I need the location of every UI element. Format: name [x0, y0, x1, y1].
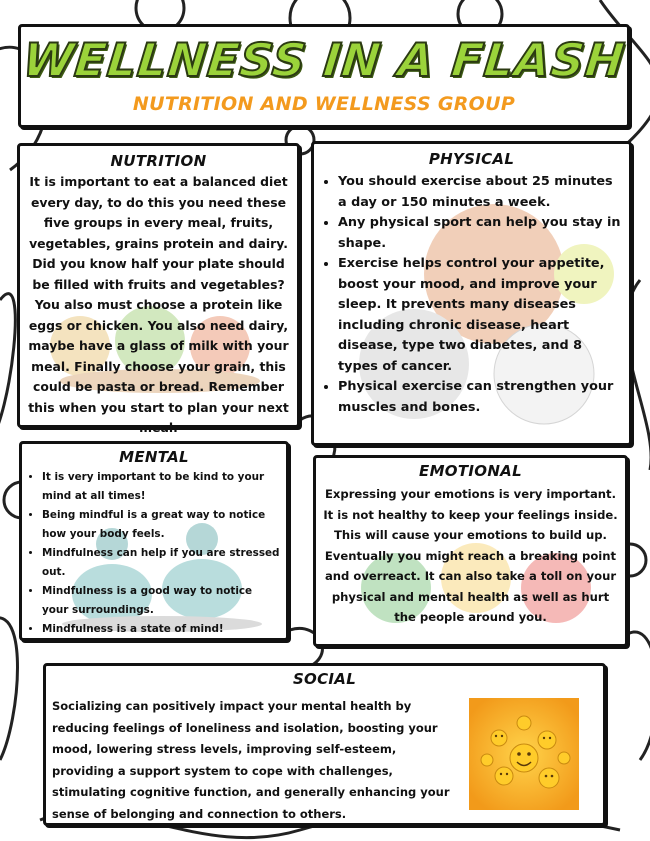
title-banner — [18, 24, 630, 128]
physical-panel — [311, 141, 632, 446]
mental-heading: MENTAL — [119, 448, 189, 466]
emotional-text: Expressing your emotions is very important. It is not healthy to keep your feelings inside. This will cause your emotions to build up. Eventually you might reach a breaking point and overreact. It can also take a toll on your physical and mental health as well as hurt the people around you. — [323, 487, 618, 624]
mental-panel — [19, 441, 289, 641]
nutrition-panel — [17, 143, 300, 435]
emotional-heading: EMOTIONAL — [419, 462, 522, 480]
emotional-panel — [313, 455, 628, 647]
list-item: • It is very important to be kind to your mind at all times! — [42, 468, 282, 506]
list-item: • Physical exercise can strengthen your muscles and bones. — [338, 377, 621, 418]
list-item: • Any physical sport can help you stay in shape. — [338, 213, 621, 254]
list-item: • Being mindful is a great way to notice how your body feels. — [42, 506, 282, 544]
nutrition-text: It is important to eat a balanced diet every day, to do this you need these five groups in every meal, fruits, vegetables, grains protein and dairy. Did you know half your plate should be filled with fruits and vegetables? You also must choose a protein like eggs or chicken. You also need dairy, maybe have a glass of milk with your meal. Finally choose your grain, this could be pasta or bread. Remember this when you start to plan your next meal. — [28, 174, 289, 435]
social-panel — [43, 663, 606, 826]
mental-list — [24, 468, 282, 639]
page-title: WELLNESS IN A FLASH — [20, 33, 628, 87]
page-subtitle: NUTRITION AND WELLNESS GROUP — [132, 93, 516, 115]
social-heading: SOCIAL — [292, 670, 357, 688]
nutrition-heading: NUTRITION — [110, 152, 207, 170]
list-item: • Mindfulness is a good way to notice your surroundings. — [42, 582, 282, 620]
physical-heading: PHYSICAL — [428, 150, 515, 168]
list-item: • Mindfulness is a state of mind! — [42, 620, 282, 639]
list-item: • You should exercise about 25 minutes a day or 150 minutes a week. — [338, 172, 621, 213]
social-text: Socializing can positively impact your mental health by reducing feelings of loneliness and isolation, boosting your mood, lowering stress levels, improving self-esteem, providing a support system to cope with challenges, stimulating cognitive function, and generally enhancing your sense of belonging and connection to others. — [52, 699, 450, 821]
physical-list — [320, 172, 621, 418]
list-item: • Mindfulness can help if you are stressed out. — [42, 544, 282, 582]
list-item: • Exercise helps control your appetite, boost your mood, and improve your sleep. It prevents many diseases including chronic disease, heart disease, type two diabetes, and 8 types of cancer. — [338, 254, 621, 377]
emoji-image — [469, 698, 579, 810]
